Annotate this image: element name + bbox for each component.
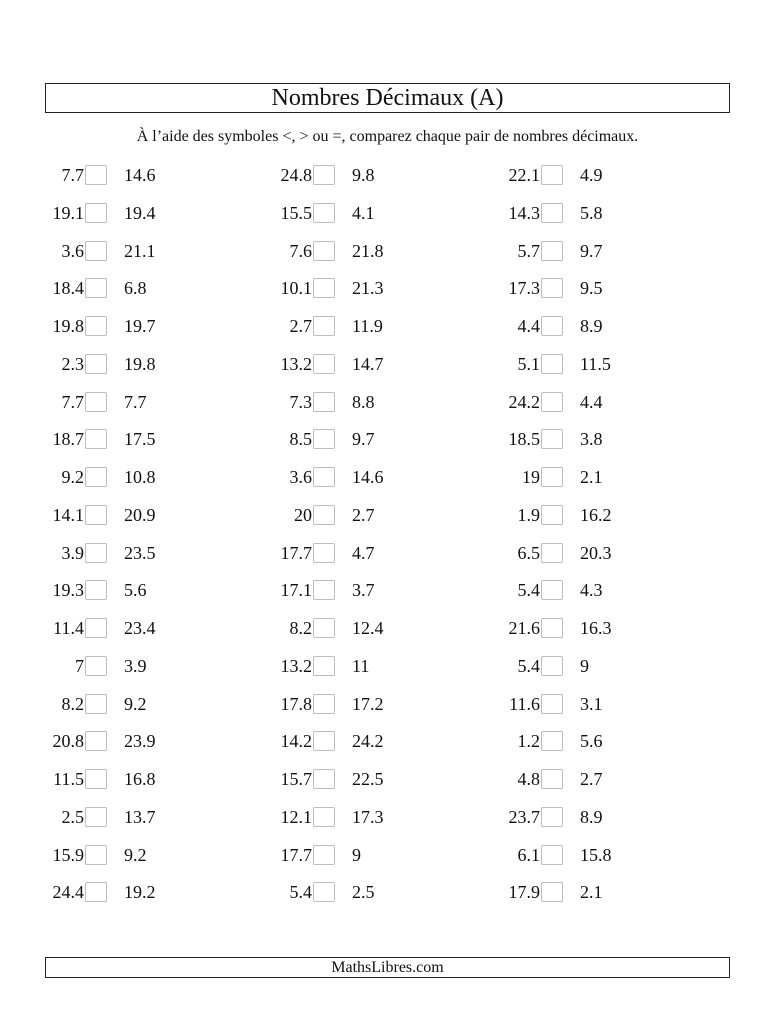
right-number: 3.7 xyxy=(352,580,375,601)
left-number: 19.8 xyxy=(52,316,84,336)
right-number: 7.7 xyxy=(124,391,147,412)
right-number: 14.7 xyxy=(352,353,384,374)
answer-box[interactable] xyxy=(541,694,563,714)
comparison-problem xyxy=(2,843,202,867)
right-number: 9.5 xyxy=(580,278,603,299)
left-number: 17.9 xyxy=(508,882,540,903)
right-number: 2.1 xyxy=(580,467,603,487)
comparison-problem xyxy=(458,729,658,753)
answer-box[interactable] xyxy=(313,882,335,902)
right-number: 4.3 xyxy=(580,580,603,601)
answer-box[interactable] xyxy=(541,807,563,827)
left-number: 11.4 xyxy=(53,618,84,638)
right-number: 19.8 xyxy=(124,353,156,374)
left-number: 19.3 xyxy=(52,580,84,601)
answer-box[interactable] xyxy=(313,845,335,865)
answer-box[interactable] xyxy=(313,580,335,600)
comparison-problem xyxy=(2,163,202,187)
answer-box[interactable] xyxy=(85,241,107,261)
answer-box[interactable] xyxy=(541,845,563,865)
left-number: 15.5 xyxy=(280,202,312,223)
right-number: 24.2 xyxy=(352,731,384,752)
answer-box[interactable] xyxy=(313,316,335,336)
left-number: 20 xyxy=(294,504,312,525)
right-number: 2.1 xyxy=(580,882,603,903)
left-number: 2.7 xyxy=(289,316,312,336)
comparison-problem xyxy=(230,654,430,678)
answer-box[interactable] xyxy=(541,392,563,412)
right-number: 16.8 xyxy=(124,769,156,789)
left-number: 17.7 xyxy=(280,542,312,563)
left-number: 14.2 xyxy=(280,731,312,752)
answer-box[interactable] xyxy=(85,618,107,638)
comparison-problem xyxy=(2,390,202,414)
left-number: 3.9 xyxy=(61,542,84,563)
answer-box[interactable] xyxy=(85,580,107,600)
comparison-problem xyxy=(2,654,202,678)
left-number: 7.7 xyxy=(61,391,84,412)
comparison-problem xyxy=(458,578,658,602)
right-number: 5.6 xyxy=(124,580,147,601)
answer-box[interactable] xyxy=(313,467,335,487)
left-number: 22.1 xyxy=(508,165,540,185)
answer-box[interactable] xyxy=(313,731,335,751)
right-number: 3.8 xyxy=(580,429,603,450)
comparison-problem xyxy=(458,654,658,678)
answer-box[interactable] xyxy=(313,278,335,298)
comparison-problem xyxy=(230,314,430,338)
right-number: 20.3 xyxy=(580,542,612,563)
right-number: 23.5 xyxy=(124,542,156,563)
comparison-problem xyxy=(458,541,658,565)
comparison-problem xyxy=(230,805,430,829)
answer-box[interactable] xyxy=(313,241,335,261)
left-number: 19.1 xyxy=(52,202,84,223)
left-number: 24.8 xyxy=(280,165,312,185)
left-number: 12.1 xyxy=(280,806,312,827)
left-number: 2.3 xyxy=(61,353,84,374)
left-number: 23.7 xyxy=(508,806,540,827)
comparison-problem xyxy=(458,805,658,829)
right-number: 4.4 xyxy=(580,391,603,412)
comparison-problem xyxy=(230,578,430,602)
answer-box[interactable] xyxy=(85,316,107,336)
comparison-problem xyxy=(458,767,658,791)
right-number: 3.1 xyxy=(580,693,603,714)
left-number: 5.4 xyxy=(289,882,312,903)
left-number: 1.2 xyxy=(517,731,540,752)
answer-box[interactable] xyxy=(541,543,563,563)
right-number: 14.6 xyxy=(124,165,156,185)
right-number: 19.4 xyxy=(124,202,156,223)
comparison-problem xyxy=(230,390,430,414)
left-number: 11.5 xyxy=(53,769,84,789)
right-number: 9.2 xyxy=(124,693,147,714)
answer-box[interactable] xyxy=(313,807,335,827)
comparison-problem xyxy=(230,427,430,451)
comparison-problem xyxy=(2,276,202,300)
right-number: 4.7 xyxy=(352,542,375,563)
left-number: 18.7 xyxy=(52,429,84,450)
answer-box[interactable] xyxy=(85,467,107,487)
comparison-problem xyxy=(230,201,430,225)
comparison-problem xyxy=(458,276,658,300)
right-number: 9 xyxy=(352,844,361,865)
left-number: 2.5 xyxy=(61,806,84,827)
comparison-problem xyxy=(458,616,658,640)
comparison-problem xyxy=(2,616,202,640)
answer-box[interactable] xyxy=(85,203,107,223)
right-number: 16.3 xyxy=(580,618,612,638)
comparison-problem xyxy=(458,692,658,716)
answer-box[interactable] xyxy=(85,807,107,827)
left-number: 9.2 xyxy=(61,467,84,487)
left-number: 13.2 xyxy=(280,353,312,374)
answer-box[interactable] xyxy=(313,203,335,223)
right-number: 6.8 xyxy=(124,278,147,299)
left-number: 13.2 xyxy=(280,655,312,676)
right-number: 23.9 xyxy=(124,731,156,752)
left-number: 3.6 xyxy=(289,467,312,487)
right-number: 2.5 xyxy=(352,882,375,903)
answer-box[interactable] xyxy=(541,656,563,676)
comparison-problem xyxy=(458,201,658,225)
right-number: 2.7 xyxy=(352,504,375,525)
answer-box[interactable] xyxy=(85,354,107,374)
right-number: 22.5 xyxy=(352,769,384,789)
answer-box[interactable] xyxy=(313,354,335,374)
comparison-problem xyxy=(2,314,202,338)
left-number: 4.4 xyxy=(517,316,540,336)
comparison-problem xyxy=(230,880,430,904)
comparison-problem xyxy=(2,578,202,602)
comparison-problem xyxy=(230,352,430,376)
left-number: 5.7 xyxy=(517,240,540,261)
right-number: 9.8 xyxy=(352,165,375,185)
answer-box[interactable] xyxy=(541,467,563,487)
comparison-problem xyxy=(2,503,202,527)
answer-box[interactable] xyxy=(313,618,335,638)
left-number: 11.6 xyxy=(509,693,540,714)
right-number: 16.2 xyxy=(580,504,612,525)
answer-box[interactable] xyxy=(313,543,335,563)
right-number: 13.7 xyxy=(124,806,156,827)
comparison-problem xyxy=(2,729,202,753)
answer-box[interactable] xyxy=(85,845,107,865)
left-number: 21.6 xyxy=(508,618,540,638)
right-number: 23.4 xyxy=(124,618,156,638)
right-number: 17.3 xyxy=(352,806,384,827)
right-number: 8.9 xyxy=(580,316,603,336)
right-number: 10.8 xyxy=(124,467,156,487)
left-number: 3.6 xyxy=(61,240,84,261)
right-number: 9 xyxy=(580,655,589,676)
comparison-problem xyxy=(230,276,430,300)
comparison-problem xyxy=(458,427,658,451)
right-number: 3.9 xyxy=(124,655,147,676)
answer-box[interactable] xyxy=(85,165,107,185)
answer-box[interactable] xyxy=(313,505,335,525)
answer-box[interactable] xyxy=(85,656,107,676)
left-number: 5.1 xyxy=(517,353,540,374)
answer-box[interactable] xyxy=(313,769,335,789)
answer-box[interactable] xyxy=(541,769,563,789)
footer-text: MathsLibres.com xyxy=(331,958,444,976)
answer-box[interactable] xyxy=(541,316,563,336)
answer-box[interactable] xyxy=(541,241,563,261)
answer-box[interactable] xyxy=(313,165,335,185)
left-number: 10.1 xyxy=(280,278,312,299)
left-number: 8.5 xyxy=(289,429,312,450)
comparison-problem xyxy=(230,503,430,527)
left-number: 18.4 xyxy=(52,278,84,299)
left-number: 4.8 xyxy=(517,769,540,789)
instructions-text: À l’aide des symboles <, > ou =, comparez chaque pair de nombres décimaux. xyxy=(136,128,639,145)
title-text: Nombres Décimaux (A) xyxy=(271,85,504,111)
right-number: 9.2 xyxy=(124,844,147,865)
left-number: 18.5 xyxy=(508,429,540,450)
comparison-problem xyxy=(2,352,202,376)
comparison-problem xyxy=(2,805,202,829)
left-number: 1.9 xyxy=(517,504,540,525)
left-number: 15.9 xyxy=(52,844,84,865)
right-number: 21.1 xyxy=(124,240,156,261)
right-number: 8.9 xyxy=(580,806,603,827)
comparison-problem xyxy=(2,880,202,904)
right-number: 12.4 xyxy=(352,618,384,638)
comparison-problem xyxy=(2,465,202,489)
left-number: 7.6 xyxy=(289,240,312,261)
comparison-problem xyxy=(458,843,658,867)
answer-box[interactable] xyxy=(541,278,563,298)
right-number: 4.9 xyxy=(580,165,603,185)
left-number: 5.4 xyxy=(517,580,540,601)
comparison-problem xyxy=(458,503,658,527)
right-number: 4.1 xyxy=(352,202,375,223)
comparison-problem xyxy=(458,390,658,414)
answer-box[interactable] xyxy=(313,656,335,676)
left-number: 19 xyxy=(522,467,540,487)
comparison-problem xyxy=(2,541,202,565)
answer-box[interactable] xyxy=(541,618,563,638)
answer-box[interactable] xyxy=(541,580,563,600)
comparison-problem xyxy=(2,427,202,451)
comparison-problem xyxy=(230,616,430,640)
left-number: 6.5 xyxy=(517,542,540,563)
answer-box[interactable] xyxy=(313,429,335,449)
comparison-problem xyxy=(2,767,202,791)
left-number: 17.1 xyxy=(280,580,312,601)
comparison-problem xyxy=(458,465,658,489)
comparison-problem xyxy=(458,163,658,187)
right-number: 19.7 xyxy=(124,316,156,336)
left-number: 24.2 xyxy=(508,391,540,412)
left-number: 7 xyxy=(75,655,84,676)
left-number: 5.4 xyxy=(517,655,540,676)
right-number: 9.7 xyxy=(580,240,603,261)
right-number: 15.8 xyxy=(580,844,612,865)
left-number: 7.3 xyxy=(289,391,312,412)
answer-box[interactable] xyxy=(85,882,107,902)
right-number: 20.9 xyxy=(124,504,156,525)
answer-box[interactable] xyxy=(85,769,107,789)
right-number: 11.5 xyxy=(580,353,611,374)
answer-box[interactable] xyxy=(313,694,335,714)
answer-box[interactable] xyxy=(85,278,107,298)
answer-box[interactable] xyxy=(85,731,107,751)
comparison-problem xyxy=(230,843,430,867)
left-number: 17.3 xyxy=(508,278,540,299)
left-number: 15.7 xyxy=(280,769,312,789)
answer-box[interactable] xyxy=(541,203,563,223)
comparison-problem xyxy=(2,692,202,716)
answer-box[interactable] xyxy=(85,505,107,525)
footer xyxy=(45,957,730,978)
left-number: 8.2 xyxy=(289,618,312,638)
comparison-problem xyxy=(458,314,658,338)
answer-box[interactable] xyxy=(541,165,563,185)
right-number: 11.9 xyxy=(352,316,383,336)
answer-box[interactable] xyxy=(541,354,563,374)
right-number: 11 xyxy=(352,655,370,676)
left-number: 7.7 xyxy=(61,165,84,185)
answer-box[interactable] xyxy=(541,731,563,751)
left-number: 14.1 xyxy=(52,504,84,525)
answer-box[interactable] xyxy=(313,392,335,412)
comparison-problem xyxy=(230,163,430,187)
comparison-problem xyxy=(230,541,430,565)
left-number: 24.4 xyxy=(52,882,84,903)
right-number: 14.6 xyxy=(352,467,384,487)
comparison-problem xyxy=(230,767,430,791)
right-number: 17.2 xyxy=(352,693,384,714)
left-number: 14.3 xyxy=(508,202,540,223)
comparison-problem xyxy=(458,880,658,904)
left-number: 8.2 xyxy=(61,693,84,714)
comparison-problem xyxy=(230,692,430,716)
answer-box[interactable] xyxy=(541,505,563,525)
right-number: 8.8 xyxy=(352,391,375,412)
right-number: 5.6 xyxy=(580,731,603,752)
comparison-problem xyxy=(458,352,658,376)
comparison-problem xyxy=(230,465,430,489)
comparison-problem xyxy=(2,239,202,263)
left-number: 20.8 xyxy=(52,731,84,752)
comparison-problem xyxy=(230,239,430,263)
answer-box[interactable] xyxy=(541,882,563,902)
right-number: 21.3 xyxy=(352,278,384,299)
answer-box[interactable] xyxy=(85,392,107,412)
answer-box[interactable] xyxy=(85,694,107,714)
left-number: 17.7 xyxy=(280,844,312,865)
comparison-problem xyxy=(230,729,430,753)
comparison-problem xyxy=(2,201,202,225)
answer-box[interactable] xyxy=(541,429,563,449)
left-number: 17.8 xyxy=(280,693,312,714)
right-number: 5.8 xyxy=(580,202,603,223)
right-number: 21.8 xyxy=(352,240,384,261)
right-number: 2.7 xyxy=(580,769,603,789)
right-number: 9.7 xyxy=(352,429,375,450)
right-number: 17.5 xyxy=(124,429,156,450)
left-number: 6.1 xyxy=(517,844,540,865)
answer-box[interactable] xyxy=(85,543,107,563)
right-number: 19.2 xyxy=(124,882,156,903)
comparison-problem xyxy=(458,239,658,263)
answer-box[interactable] xyxy=(85,429,107,449)
